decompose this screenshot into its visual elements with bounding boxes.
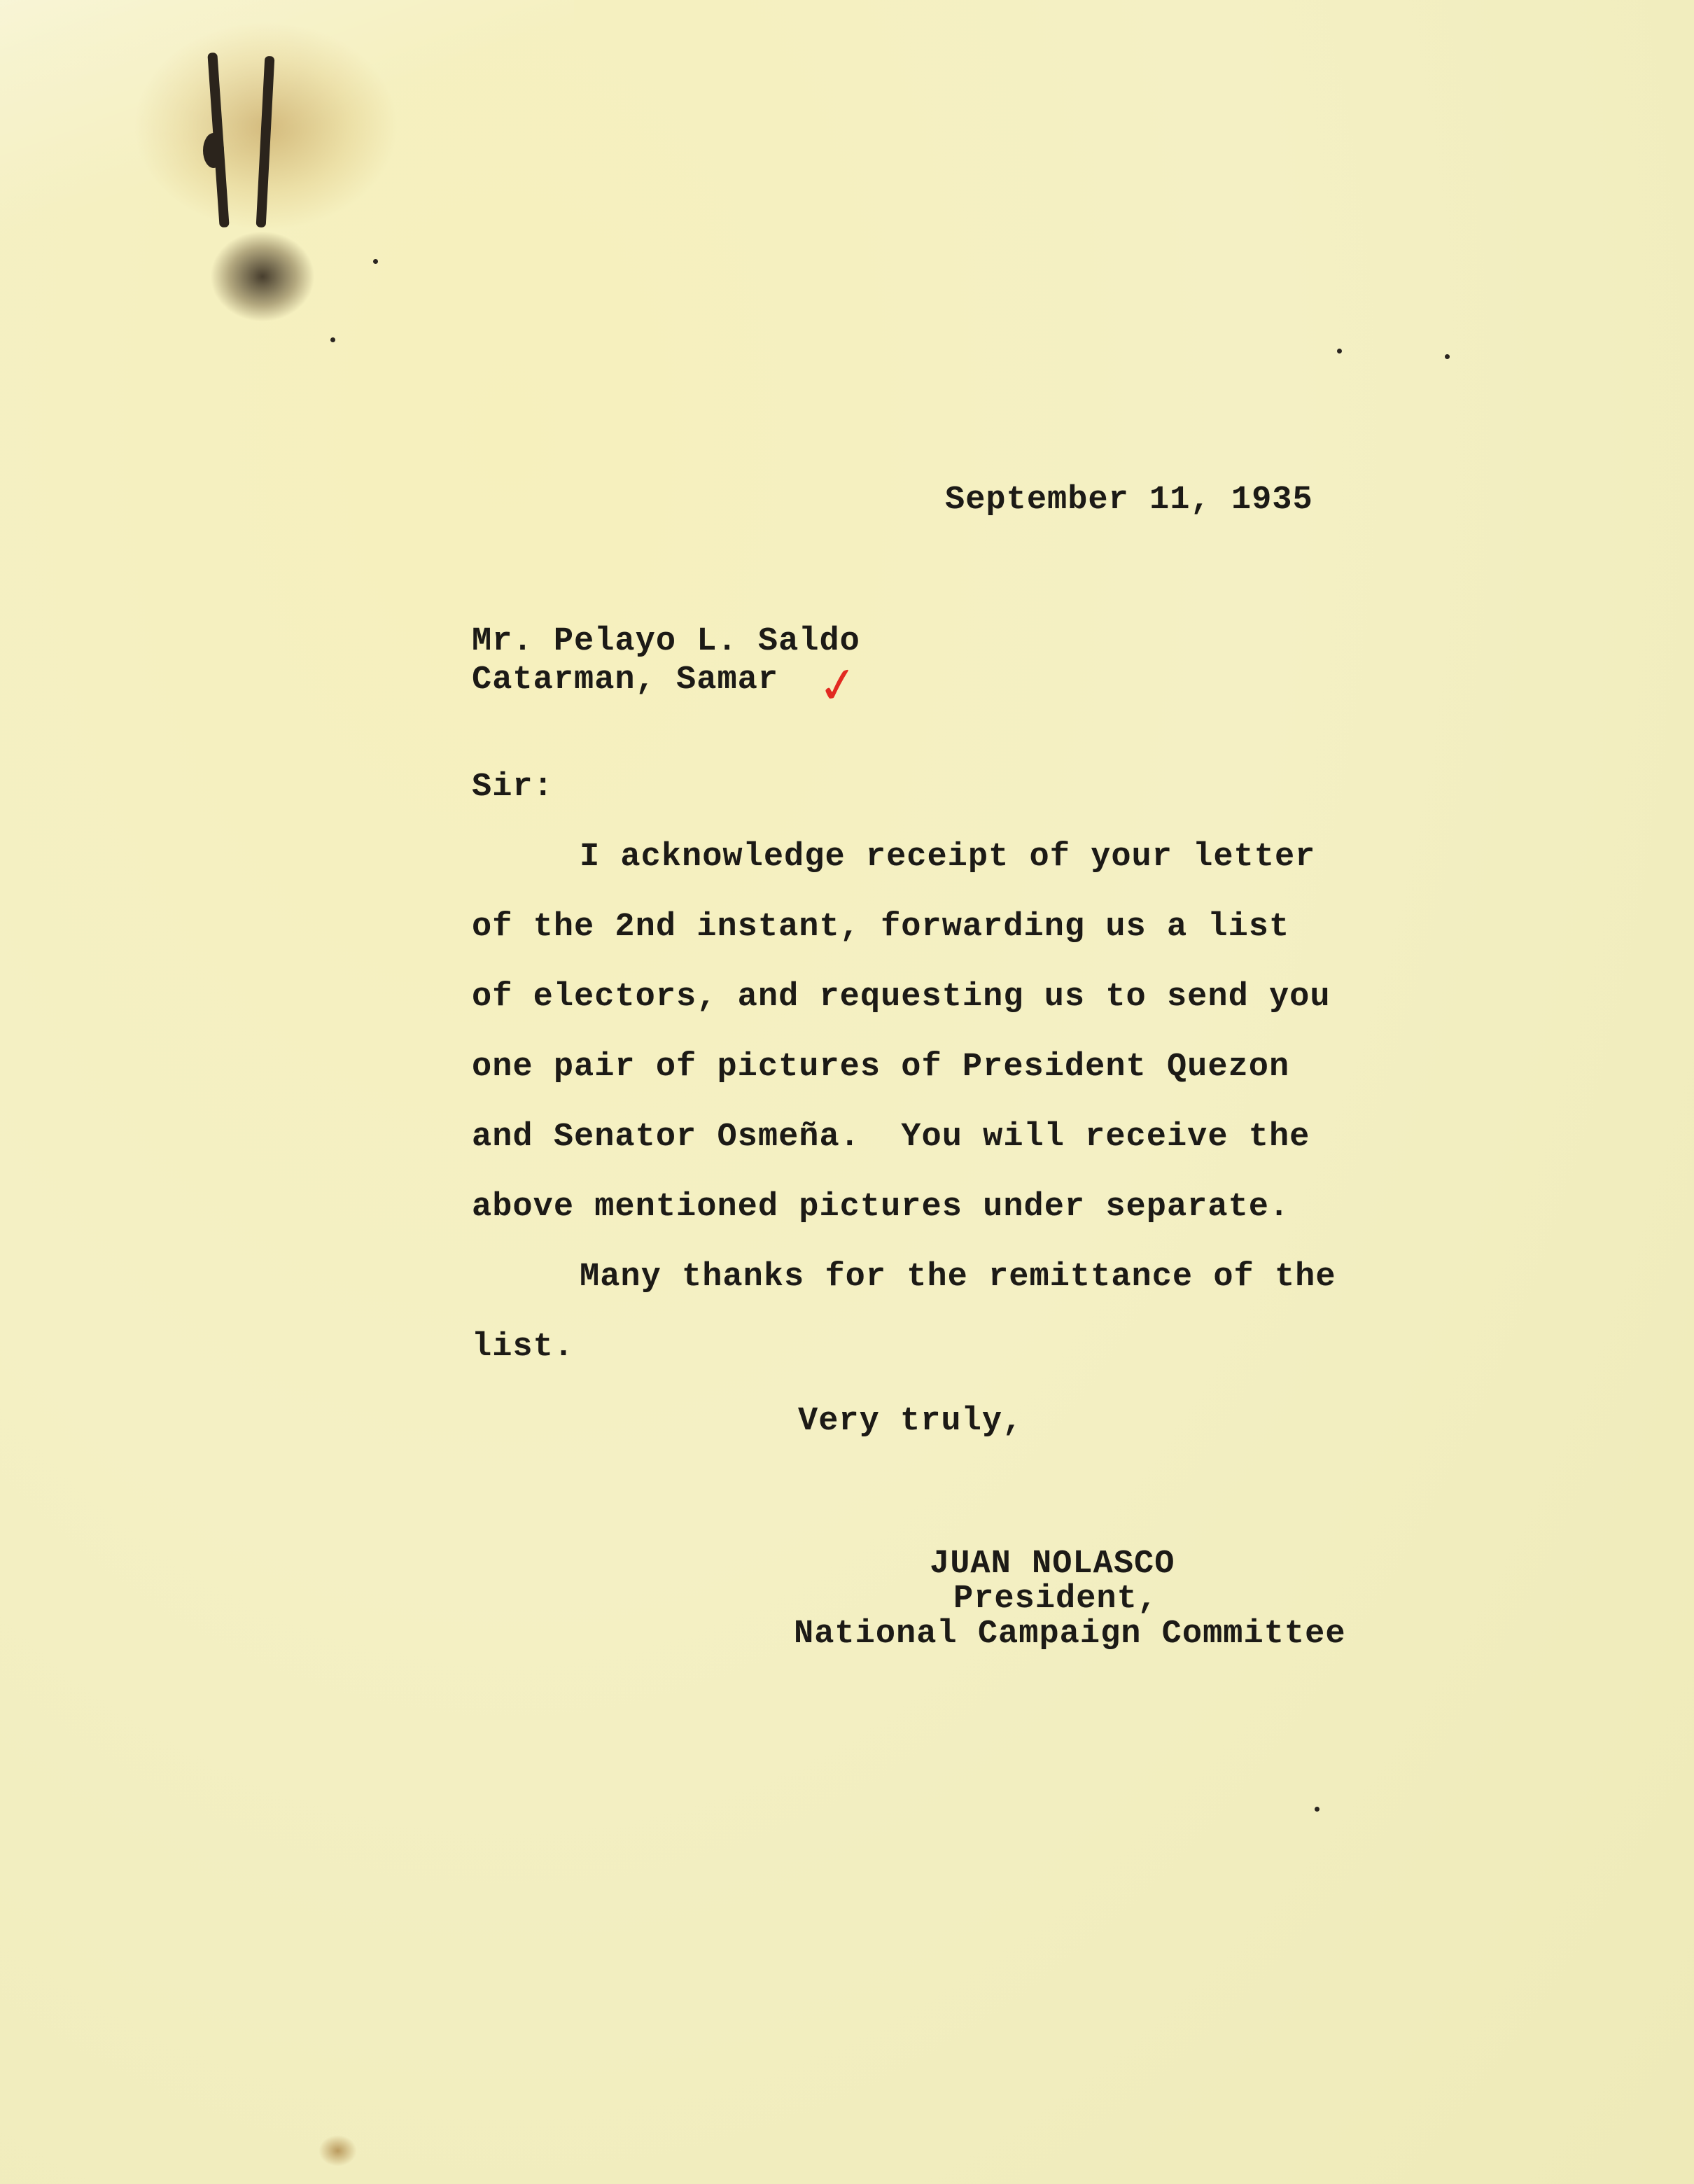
body-line: of the 2nd instant, forwarding us a list	[472, 909, 1290, 946]
salutation: Sir:	[472, 769, 554, 806]
body-line: Many thanks for the remittance of the	[580, 1259, 1336, 1296]
recipient-name: Mr. Pelayo L. Saldo	[472, 623, 860, 660]
checkmark-icon: ✓	[813, 654, 863, 717]
closing: Very truly,	[798, 1403, 1023, 1440]
paper-speck	[1337, 349, 1342, 354]
staple-hole-icon	[203, 133, 224, 168]
body-line: of electors, and requesting us to send you	[472, 979, 1331, 1016]
signatory-title: President,	[953, 1581, 1158, 1618]
paper-speck	[330, 337, 335, 342]
paper-speck	[373, 259, 378, 264]
corner-fold	[0, 0, 574, 266]
body-line: I acknowledge receipt of your letter	[580, 839, 1316, 876]
signatory-name: JUAN NOLASCO	[930, 1546, 1175, 1583]
body-line: one pair of pictures of President Quezon	[472, 1049, 1290, 1086]
body-line: list.	[472, 1329, 575, 1366]
letter-date: September 11, 1935	[945, 482, 1313, 519]
body-line: above mentioned pictures under separate.	[472, 1189, 1290, 1226]
body-line: and Senator Osmeña. You will receive the	[472, 1119, 1310, 1156]
bottom-stain	[318, 2135, 357, 2166]
paper-speck	[1315, 1807, 1320, 1812]
recipient-address: Catarman, Samar	[472, 662, 779, 699]
signatory-organization: National Campaign Committee	[794, 1616, 1346, 1653]
paper-speck	[1445, 354, 1450, 359]
